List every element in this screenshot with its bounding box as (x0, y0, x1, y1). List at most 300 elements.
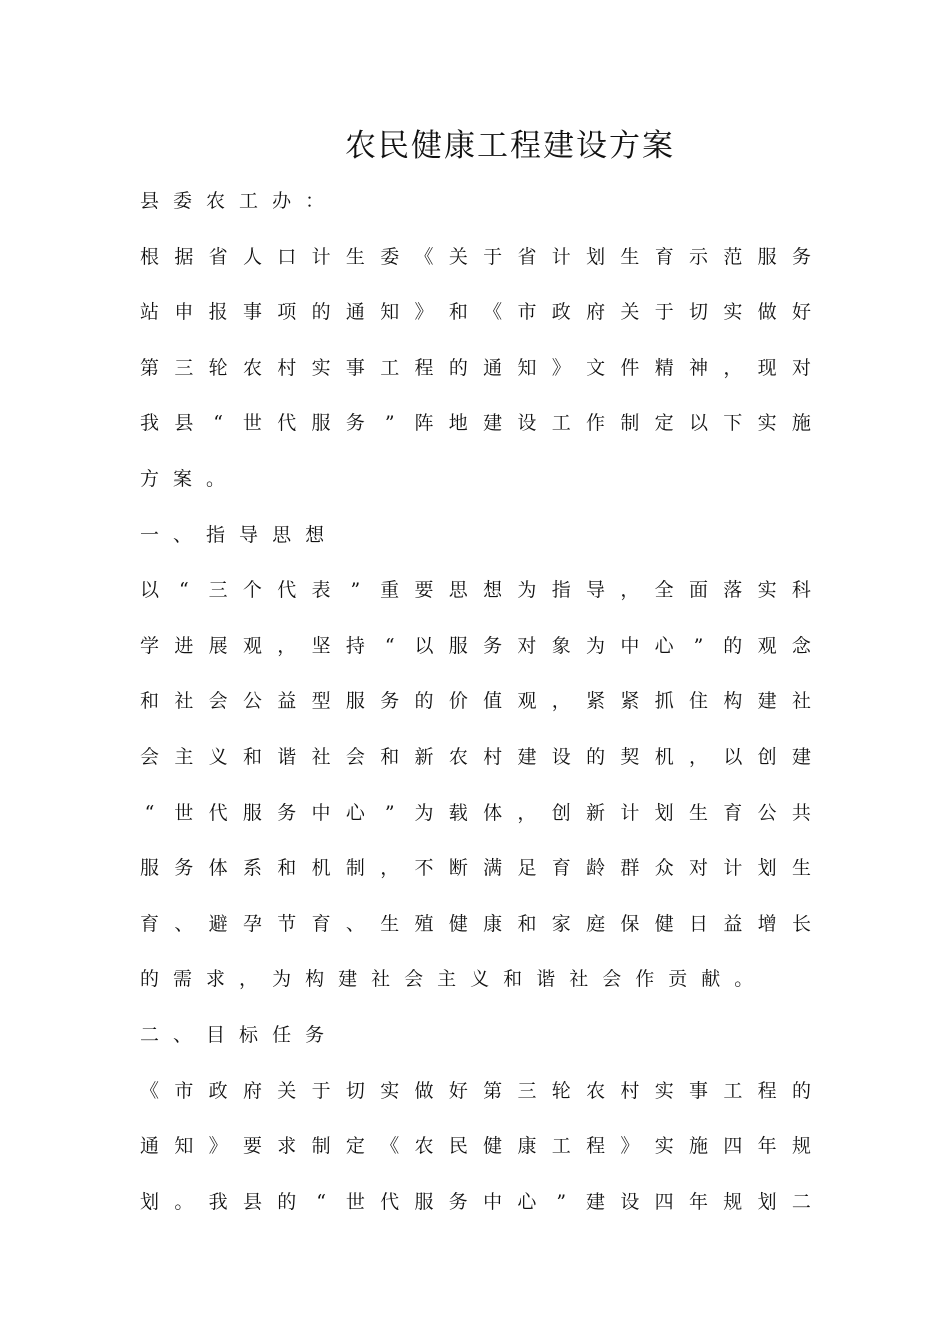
text-line (140, 1076, 811, 1106)
glyph: 实 (757, 579, 777, 601)
glyph: 《 (483, 301, 503, 323)
glyph: 世 (174, 802, 194, 824)
glyph: ” (384, 412, 395, 434)
text-line (140, 742, 811, 772)
glyph: “ (178, 579, 189, 601)
glyph: 育 (140, 913, 160, 935)
glyph: 主 (437, 968, 457, 990)
glyph: 殖 (414, 913, 434, 935)
glyph: 以 (723, 746, 743, 768)
glyph: 村 (620, 1080, 640, 1102)
glyph: 实 (311, 357, 331, 379)
glyph: 育 (723, 802, 743, 824)
glyph: 》 (414, 301, 434, 323)
glyph: 和 (140, 690, 160, 712)
text-line (140, 964, 811, 994)
glyph: “ (144, 802, 155, 824)
glyph: 设 (517, 412, 537, 434)
glyph: 现 (757, 357, 777, 379)
glyph: 农 (242, 357, 262, 379)
glyph: 委 (173, 190, 193, 212)
glyph: “ (384, 635, 395, 657)
glyph: 于 (483, 246, 503, 268)
glyph: 计 (723, 857, 743, 879)
glyph: 制 (311, 1135, 331, 1157)
glyph: 好 (448, 1080, 468, 1102)
glyph: 义 (470, 968, 490, 990)
glyph: 重 (380, 579, 400, 601)
glyph: 家 (551, 913, 571, 935)
glyph: 主 (174, 746, 194, 768)
glyph: 和 (517, 913, 537, 935)
glyph: 事 (689, 1080, 709, 1102)
glyph: 村 (483, 746, 503, 768)
glyph: 文 (586, 357, 606, 379)
glyph: 型 (311, 690, 331, 712)
glyph: 农 (414, 1135, 434, 1157)
glyph: 以 (140, 579, 160, 601)
glyph: 康 (517, 1135, 537, 1157)
glyph: 下 (723, 412, 743, 434)
glyph: 政 (208, 1080, 228, 1102)
glyph: 贡 (668, 968, 688, 990)
glyph: 服 (414, 1191, 434, 1213)
glyph: 务 (380, 690, 400, 712)
glyph: 年 (757, 1135, 777, 1157)
glyph: 值 (483, 690, 503, 712)
glyph: 心 (654, 635, 674, 657)
glyph: 申 (174, 301, 194, 323)
glyph: 据 (174, 246, 194, 268)
glyph: 划 (757, 1191, 777, 1213)
glyph: 断 (448, 857, 468, 879)
glyph: 和 (503, 968, 523, 990)
glyph: 建 (791, 746, 811, 768)
glyph: 件 (620, 357, 640, 379)
glyph: 创 (551, 802, 571, 824)
glyph: 服 (448, 635, 468, 657)
glyph: 》 (208, 1135, 228, 1157)
glyph: 阵 (414, 412, 434, 434)
glyph: 定 (345, 1135, 365, 1157)
glyph: 案 (173, 468, 193, 490)
glyph: 的 (277, 1191, 297, 1213)
glyph: 事 (242, 301, 262, 323)
glyph: 康 (483, 913, 503, 935)
glyph: 府 (242, 1080, 262, 1102)
glyph: 全 (654, 579, 674, 601)
glyph: 观 (242, 635, 262, 657)
glyph: 对 (791, 357, 811, 379)
glyph: 地 (448, 412, 468, 434)
glyph: 作 (635, 968, 655, 990)
glyph: 站 (140, 301, 160, 323)
glyph: 县 (174, 412, 194, 434)
glyph: 关 (448, 246, 468, 268)
glyph: 思 (272, 524, 292, 546)
glyph: 第 (140, 357, 160, 379)
glyph: 计 (551, 246, 571, 268)
glyph: 想 (483, 579, 503, 601)
glyph: 省 (208, 246, 228, 268)
glyph: 《 (414, 246, 434, 268)
glyph: 观 (517, 690, 537, 712)
glyph: 会 (602, 968, 622, 990)
glyph: 服 (311, 412, 331, 434)
glyph: 载 (448, 802, 468, 824)
glyph: 。 (734, 968, 754, 990)
glyph: 工 (380, 357, 400, 379)
glyph: 中 (620, 635, 640, 657)
glyph: 龄 (586, 857, 606, 879)
glyph: 建 (517, 746, 537, 768)
glyph: 代 (277, 412, 297, 434)
glyph: 会 (345, 746, 365, 768)
text-line (140, 798, 811, 828)
text-line (140, 464, 811, 494)
glyph: 通 (140, 1135, 160, 1157)
glyph: 导 (586, 579, 606, 601)
text-line (140, 686, 811, 716)
glyph: 轮 (551, 1080, 571, 1102)
glyph: 市 (174, 1080, 194, 1102)
glyph: 任 (272, 1024, 292, 1046)
glyph: 构 (723, 690, 743, 712)
glyph: 和 (277, 857, 297, 879)
glyph: 工 (723, 1080, 743, 1102)
glyph: ， (277, 635, 297, 657)
glyph: 求 (206, 968, 226, 990)
glyph: 和 (448, 301, 468, 323)
glyph: 和 (242, 746, 262, 768)
glyph: 谐 (536, 968, 556, 990)
glyph: 事 (345, 357, 365, 379)
glyph: 》 (551, 357, 571, 379)
glyph: 务 (277, 802, 297, 824)
glyph: 目 (206, 1024, 226, 1046)
glyph: 知 (517, 357, 537, 379)
glyph: 社 (311, 746, 331, 768)
glyph: 日 (689, 913, 709, 935)
glyph: 健 (448, 913, 468, 935)
glyph: 足 (517, 857, 537, 879)
glyph: 、 (174, 913, 194, 935)
glyph: 务 (483, 635, 503, 657)
glyph: ， (689, 746, 709, 768)
glyph: 关 (277, 1080, 297, 1102)
glyph: 施 (791, 412, 811, 434)
glyph: 创 (757, 746, 777, 768)
glyph: 价 (448, 690, 468, 712)
glyph: 县 (140, 190, 160, 212)
glyph: 农 (586, 1080, 606, 1102)
glyph: 众 (654, 857, 674, 879)
glyph: 政 (551, 301, 571, 323)
glyph: ” (384, 802, 395, 824)
glyph: 《 (140, 1080, 160, 1102)
glyph: 学 (140, 635, 160, 657)
glyph: 导 (239, 524, 259, 546)
glyph: 会 (140, 746, 160, 768)
glyph: 观 (757, 635, 777, 657)
glyph: 务 (345, 412, 365, 434)
glyph: 的 (448, 357, 468, 379)
glyph: 持 (345, 635, 365, 657)
glyph: 要 (414, 579, 434, 601)
glyph: 第 (483, 1080, 503, 1102)
glyph: 划 (140, 1191, 160, 1213)
text-line (140, 853, 811, 883)
glyph: 年 (688, 1191, 708, 1213)
glyph: 生 (380, 913, 400, 935)
glyph: 。 (174, 1191, 194, 1213)
glyph: 节 (277, 913, 297, 935)
glyph: 进 (174, 635, 194, 657)
glyph: 社 (371, 968, 391, 990)
glyph: 府 (586, 301, 606, 323)
text-line (140, 1187, 811, 1217)
glyph: 县 (242, 1191, 262, 1213)
glyph: 制 (345, 857, 365, 879)
glyph: 避 (208, 913, 228, 935)
glyph: 项 (277, 301, 297, 323)
glyph: 思 (448, 579, 468, 601)
glyph: 新 (414, 746, 434, 768)
glyph: 坚 (311, 635, 331, 657)
glyph: 实 (654, 1080, 674, 1102)
text-line (140, 353, 811, 383)
glyph: 服 (757, 246, 777, 268)
glyph: 体 (208, 857, 228, 879)
glyph: 机 (311, 857, 331, 879)
glyph: “ (213, 412, 223, 434)
glyph: 需 (173, 968, 193, 990)
glyph: 义 (208, 746, 228, 768)
glyph: 增 (757, 913, 777, 935)
glyph: 为 (414, 802, 434, 824)
glyph: 和 (380, 746, 400, 768)
glyph: 献 (701, 968, 721, 990)
glyph: 精 (654, 357, 674, 379)
glyph: 庭 (586, 913, 606, 935)
glyph: 于 (654, 301, 674, 323)
glyph: 农 (448, 746, 468, 768)
glyph: 。 (206, 468, 226, 490)
glyph: 群 (620, 857, 640, 879)
glyph: 工 (551, 1135, 571, 1157)
glyph: ， (551, 690, 571, 712)
glyph: 程 (757, 1080, 777, 1102)
glyph: 三 (517, 1080, 537, 1102)
glyph: 不 (414, 857, 434, 879)
text-line (140, 575, 811, 605)
glyph: 谐 (277, 746, 297, 768)
glyph: 个 (242, 579, 262, 601)
glyph: 四 (723, 1135, 743, 1157)
glyph: 紧 (620, 690, 640, 712)
glyph: 关 (620, 301, 640, 323)
glyph: 村 (277, 357, 297, 379)
glyph: 的 (791, 1080, 811, 1102)
glyph: 会 (404, 968, 424, 990)
glyph: 对 (517, 635, 537, 657)
glyph: 长 (791, 913, 811, 935)
glyph: 设 (620, 1191, 640, 1213)
glyph: 满 (483, 857, 503, 879)
glyph: 面 (688, 579, 708, 601)
glyph: 务 (305, 1024, 325, 1046)
glyph: 益 (277, 690, 297, 712)
glyph: ” (350, 579, 361, 601)
glyph: 构 (305, 968, 325, 990)
glyph: 做 (757, 301, 777, 323)
glyph: 要 (242, 1135, 262, 1157)
glyph: 计 (311, 246, 331, 268)
text-line (140, 631, 811, 661)
glyph: 三 (174, 357, 194, 379)
glyph: 作 (586, 412, 606, 434)
glyph: 办 (272, 190, 292, 212)
glyph: 范 (723, 246, 743, 268)
glyph: 以 (688, 412, 708, 434)
glyph: 》 (620, 1135, 640, 1157)
glyph: 心 (517, 1191, 537, 1213)
glyph: 规 (791, 1135, 811, 1157)
glyph: 育 (311, 913, 331, 935)
glyph: 实 (757, 412, 777, 434)
glyph: 以 (414, 635, 434, 657)
glyph: 指 (206, 524, 226, 546)
glyph: 划 (757, 857, 777, 879)
glyph: 市 (517, 301, 537, 323)
glyph: ” (556, 1191, 567, 1213)
glyph: 计 (620, 802, 640, 824)
glyph: 二 (140, 1024, 160, 1046)
glyph: 民 (448, 1135, 468, 1157)
glyph: 我 (208, 1191, 228, 1213)
glyph: 社 (791, 690, 811, 712)
glyph: 务 (448, 1191, 468, 1213)
glyph: 指 (551, 579, 571, 601)
glyph: 方 (140, 468, 160, 490)
glyph: 健 (654, 913, 674, 935)
glyph: 三 (208, 579, 228, 601)
glyph: 生 (345, 246, 365, 268)
glyph: 对 (689, 857, 709, 879)
glyph: 务 (174, 857, 194, 879)
glyph: 生 (791, 857, 811, 879)
glyph: 世 (345, 1191, 365, 1213)
section-heading (140, 1020, 811, 1050)
glyph: 象 (551, 635, 571, 657)
document-title: 农民健康工程建设方案 (345, 128, 675, 164)
glyph: 轮 (208, 357, 228, 379)
glyph: 社 (174, 690, 194, 712)
glyph: 表 (311, 579, 331, 601)
glyph: 会 (208, 690, 228, 712)
glyph: 知 (380, 301, 400, 323)
glyph: ： (305, 190, 325, 212)
text-line (140, 1131, 811, 1161)
glyph: 工 (239, 190, 259, 212)
glyph: 健 (483, 1135, 503, 1157)
glyph: 通 (345, 301, 365, 323)
glyph: 体 (483, 802, 503, 824)
glyph: 契 (620, 746, 640, 768)
glyph: 知 (174, 1135, 194, 1157)
glyph: ” (693, 635, 704, 657)
glyph: 的 (723, 635, 743, 657)
glyph: 做 (414, 1080, 434, 1102)
glyph: 施 (689, 1135, 709, 1157)
glyph: 于 (311, 1080, 331, 1102)
glyph: 建 (757, 690, 777, 712)
glyph: 的 (586, 746, 606, 768)
glyph: 实 (654, 1135, 674, 1157)
glyph: 求 (277, 1135, 297, 1157)
glyph: 为 (517, 579, 537, 601)
glyph: 划 (654, 802, 674, 824)
glyph: 系 (242, 857, 262, 879)
glyph: 服 (345, 690, 365, 712)
glyph: 四 (654, 1191, 674, 1213)
glyph: 划 (586, 246, 606, 268)
glyph: 生 (620, 246, 640, 268)
glyph: 一 (140, 524, 160, 546)
text-line (140, 408, 811, 438)
glyph: 通 (483, 357, 503, 379)
glyph: 实 (723, 301, 743, 323)
glyph: 为 (586, 635, 606, 657)
glyph: 规 (723, 1191, 743, 1213)
glyph: 抓 (654, 690, 674, 712)
glyph: 定 (654, 412, 674, 434)
glyph: 代 (277, 579, 297, 601)
glyph: 、 (173, 1024, 193, 1046)
glyph: 公 (757, 802, 777, 824)
glyph: “ (316, 1191, 326, 1213)
glyph: ， (723, 357, 743, 379)
glyph: 切 (689, 301, 709, 323)
glyph: 共 (791, 802, 811, 824)
glyph: 报 (208, 301, 228, 323)
glyph: 建 (586, 1191, 606, 1213)
glyph: 委 (380, 246, 400, 268)
glyph: 好 (791, 301, 811, 323)
glyph: 程 (414, 357, 434, 379)
glyph: 想 (305, 524, 325, 546)
glyph: 设 (551, 746, 571, 768)
glyph: 神 (689, 357, 709, 379)
glyph: 制 (620, 412, 640, 434)
glyph: 中 (311, 802, 331, 824)
glyph: 口 (277, 246, 297, 268)
glyph: 服 (242, 802, 262, 824)
glyph: 中 (483, 1191, 503, 1213)
glyph: 机 (654, 746, 674, 768)
glyph: 公 (242, 690, 262, 712)
glyph: ， (620, 579, 640, 601)
glyph: 落 (723, 579, 743, 601)
glyph: 我 (140, 412, 160, 434)
glyph: 标 (239, 1024, 259, 1046)
glyph: 示 (689, 246, 709, 268)
glyph: 为 (272, 968, 292, 990)
glyph: ， (517, 802, 537, 824)
glyph: 心 (345, 802, 365, 824)
glyph: 建 (338, 968, 358, 990)
glyph: 的 (414, 690, 434, 712)
